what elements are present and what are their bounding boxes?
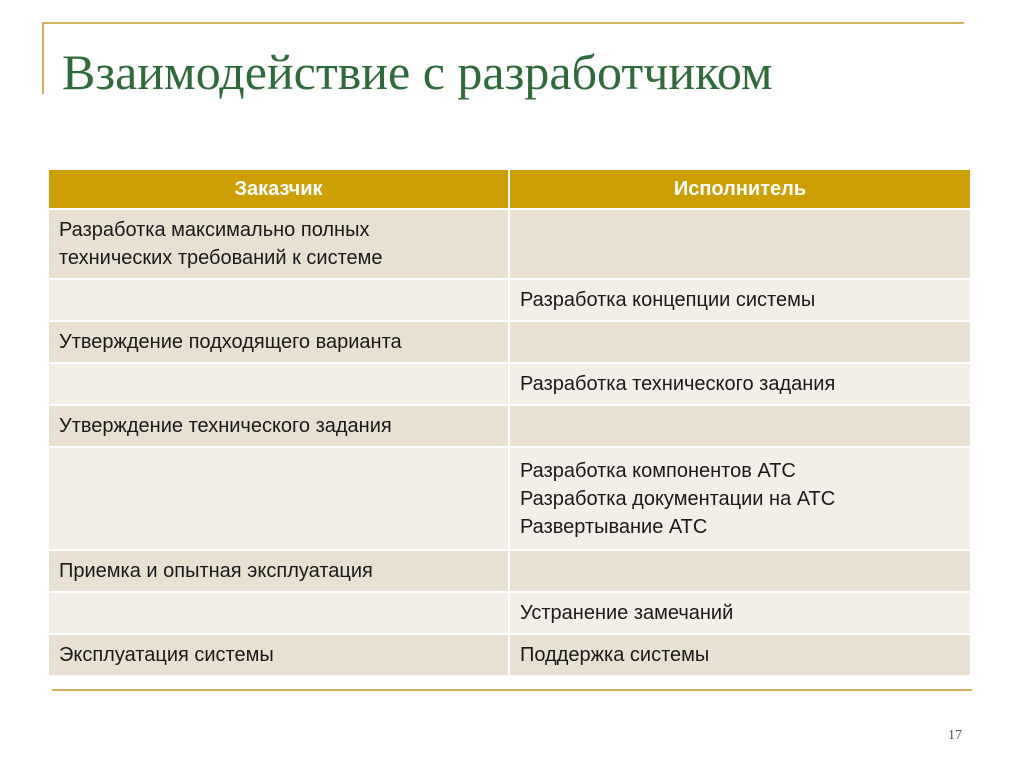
- cell-line: технических требований к системе: [59, 247, 383, 269]
- table-row: [48, 321, 971, 363]
- customer-cell: [48, 592, 509, 634]
- page-number: 17: [948, 728, 962, 743]
- cell-line: Поддержка системы: [520, 644, 710, 666]
- cell-line: Устранение замечаний: [520, 602, 734, 624]
- customer-cell: [48, 279, 509, 321]
- cell-line: Разработка концепции системы: [520, 289, 816, 311]
- frame-left-line: [42, 22, 44, 94]
- contractor-cell: [509, 405, 971, 447]
- cell-line: Эксплуатация системы: [59, 644, 274, 666]
- contractor-cell: [509, 363, 971, 405]
- table-row: [48, 634, 971, 676]
- customer-cell: [48, 363, 509, 405]
- table-row: [48, 279, 971, 321]
- cell-line: Разработка компонентов АТС: [520, 459, 796, 482]
- contractor-cell: [509, 592, 971, 634]
- cell-line: Разработка максимально полных: [59, 219, 370, 241]
- table-row: [48, 447, 971, 550]
- table-row: [48, 209, 971, 279]
- contractor-cell: [509, 634, 971, 676]
- table-row: [48, 592, 971, 634]
- header-customer: Заказчик: [48, 169, 509, 209]
- cell-line: Разработка документации на АТС: [520, 487, 836, 510]
- cell-line: Разработка технического задания: [520, 373, 836, 395]
- cell-line: Приемка и опытная эксплуатация: [59, 560, 373, 582]
- customer-cell: [48, 405, 509, 447]
- table-header-row: [48, 169, 971, 209]
- customer-cell: [48, 447, 509, 550]
- customer-cell: [48, 209, 509, 279]
- contractor-cell: [509, 209, 971, 279]
- frame-bottom-line: [52, 689, 972, 691]
- frame-top-line: [42, 22, 964, 24]
- cell-line: Утверждение подходящего варианта: [59, 331, 402, 353]
- contractor-cell: [509, 447, 971, 550]
- cell-line: Утверждение технического задания: [59, 415, 392, 437]
- slide-title: Взаимодействие с разработчиком: [62, 44, 773, 100]
- customer-cell: [48, 321, 509, 363]
- table-row: [48, 405, 971, 447]
- contractor-cell: [509, 550, 971, 592]
- cell-line: Развертывание АТС: [520, 515, 708, 538]
- table-row: [48, 363, 971, 405]
- customer-cell: [48, 550, 509, 592]
- header-contractor: Исполнитель: [509, 169, 971, 209]
- table-row: [48, 550, 971, 592]
- contractor-cell: [509, 321, 971, 363]
- interaction-table: [47, 168, 972, 677]
- contractor-cell: [509, 279, 971, 321]
- customer-cell: [48, 634, 509, 676]
